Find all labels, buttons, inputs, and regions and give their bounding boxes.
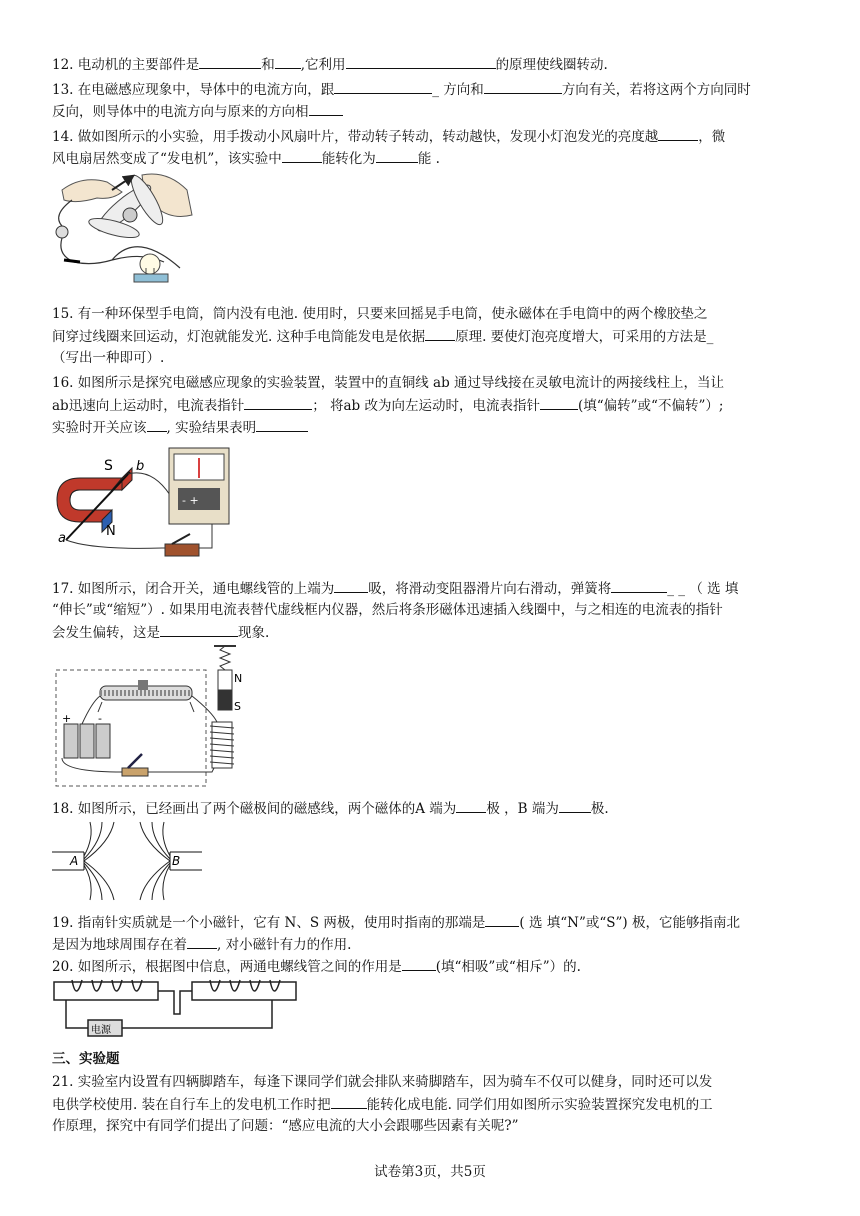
answer-blank[interactable] [334, 79, 432, 94]
answer-blank[interactable] [199, 54, 261, 69]
two-solenoids-figure [52, 978, 302, 1040]
battery-icon [64, 724, 110, 758]
switch-icon [122, 754, 148, 776]
spring-icon [214, 646, 236, 670]
question-21-line-3: 作原理，探究中有同学们提出了问题：“感应电流的大小会跟哪些因素有关呢?” [52, 1118, 519, 1134]
answer-blank[interactable] [425, 326, 455, 341]
question-15-line-3: （写出一种即可）. [52, 350, 165, 366]
field-lines [84, 822, 170, 900]
question-21-line-2: 电供学校使用. 装在自行车上的发电机工作时把 能转化成电能. 同学们用如图所示实验装置探究发电机的工 [52, 1094, 713, 1115]
answer-blank[interactable] [160, 622, 238, 637]
question-12: 12. 电动机的主要部件是 和 ,它利用 的原理使线圈转动. [52, 54, 608, 75]
question-15-line-1: 15. 有一种环保型手电筒，筒内没有电池. 使用时，只要来回摇晃手电筒，使永磁体在手电筒中的两个橡胶垫之 [52, 306, 708, 322]
section-heading: 三、实验题 [52, 1051, 120, 1067]
question-17-line-1: 17. 如图所示，闭合开关，通电螺线管的上端为 吸，将滑动变阻器滑片向右滑动，弹簧将 _ _ （ 选 填 [52, 578, 738, 599]
magnet-s-label: S [234, 700, 241, 713]
answer-blank[interactable] [309, 101, 343, 116]
answer-blank[interactable] [456, 798, 486, 813]
fan-generator-figure [52, 170, 197, 292]
magnet-n-label: N [234, 672, 243, 685]
answer-blank[interactable] [244, 395, 312, 410]
question-14-line-2: 风电扇居然变成了“发电机”，该实验中 能转化为 能 . [52, 148, 440, 169]
question-13-line-1: 13. 在电磁感应现象中，导体中的电流方向，跟 _ 方向和 方向有关，若将这两个方向同时 [52, 79, 751, 100]
switch-icon [165, 534, 199, 556]
magnetic-field-lines-figure [52, 820, 202, 902]
question-16-line-3: 实验时开关应该 , 实验结果表明 [52, 417, 308, 438]
end-b-label: B [172, 854, 181, 868]
question-19-line-1: 19. 指南针实质就是一个小磁针，它有 N、S 两极，使用时指南的那端是 ( 选 填“N”或“S”) 极，它能够指南北 [52, 912, 740, 933]
electromagnetic-induction-figure [52, 440, 237, 568]
battery-minus-label: - [98, 712, 102, 725]
power-supply-label: 电源 [91, 1025, 111, 1036]
battery-plus-label: + [62, 712, 72, 725]
answer-blank[interactable] [402, 956, 436, 971]
horseshoe-magnet-icon [57, 468, 132, 532]
answer-blank[interactable] [331, 1094, 367, 1109]
question-16-line-1: 16. 如图所示是探究电磁感应现象的实验装置，装置中的直铜线 ab 通过导线接在灵敏电流计的两接线柱上，当让 [52, 375, 725, 391]
bar-magnet-icon [218, 670, 232, 710]
end-a-label: A [70, 854, 79, 868]
question-21-line-1: 21. 实验室内设置有四辆脚踏车，每逢下课同学们就会排队来骑脚踏车，因为骑车不仅可以健身，同时还可以发 [52, 1074, 713, 1090]
question-18: 18. 如图所示，已经画出了两个磁极间的磁感线，两个磁体的A 端为 极 ，B 端为 极. [52, 798, 609, 819]
answer-blank[interactable] [282, 148, 322, 163]
answer-blank[interactable] [611, 578, 667, 593]
wire-end-b-label: b [136, 459, 145, 474]
galvanometer-icon [169, 448, 229, 524]
wire-end-a-label: a [58, 531, 66, 546]
question-17-line-3: 会发生偏转，这是 现象. [52, 622, 269, 643]
question-16-line-2: ab迅速向上运动时，电流表指针 ； 将ab 改为向左运动时，电流表指针 (填“偏转”或“不偏转”）; [52, 395, 723, 416]
answer-blank[interactable] [376, 148, 418, 163]
answer-blank[interactable] [559, 798, 591, 813]
question-19-line-2: 是因为地球周围存在着 , 对小磁针有力的作用. [52, 934, 351, 955]
answer-blank[interactable] [187, 934, 217, 949]
answer-blank[interactable] [540, 395, 578, 410]
rheostat-icon [98, 680, 194, 712]
solenoid-icon [192, 980, 296, 1000]
question-13-line-2: 反向，则导体中的电流方向与原来的方向相 [52, 101, 343, 122]
question-14-line-1: 14. 做如图所示的小实验，用手拨动小风扇叶片，带动转子转动，转动越快，发现小灯泡发光的亮度越 ，微 [52, 126, 725, 147]
answer-blank[interactable] [334, 578, 368, 593]
question-15-line-2: 间穿过线圈来回运动，灯泡就能发光. 这种手电筒能发电是依据 原理. 要使灯泡亮度增大，可采用的方法是_ [52, 326, 713, 347]
solenoid-icon [54, 980, 158, 1000]
question-17-line-2: “伸长”或“缩短”）. 如果用电流表替代虚线框内仪器，然后将条形磁体迅速插入线圈中，与之相连的电流表的指针 [52, 602, 723, 618]
answer-blank[interactable] [484, 79, 562, 94]
answer-blank[interactable] [346, 54, 496, 69]
svg-text:- +: - + [182, 494, 199, 507]
answer-blank[interactable] [485, 912, 519, 927]
answer-blank[interactable] [147, 417, 167, 432]
solenoid-icon [210, 722, 234, 768]
question-20: 20. 如图所示，根据图中信息，两通电螺线管之间的作用是 (填“相吸”或“相斥”）的. [52, 956, 581, 977]
answer-blank[interactable] [658, 126, 698, 141]
page-footer: 试卷第3页，共5页 [374, 1164, 486, 1180]
south-pole-label: S [104, 458, 113, 474]
north-pole-label: N [106, 524, 116, 539]
solenoid-circuit-figure [52, 642, 252, 788]
answer-blank[interactable] [275, 54, 301, 69]
answer-blank[interactable] [256, 417, 308, 432]
